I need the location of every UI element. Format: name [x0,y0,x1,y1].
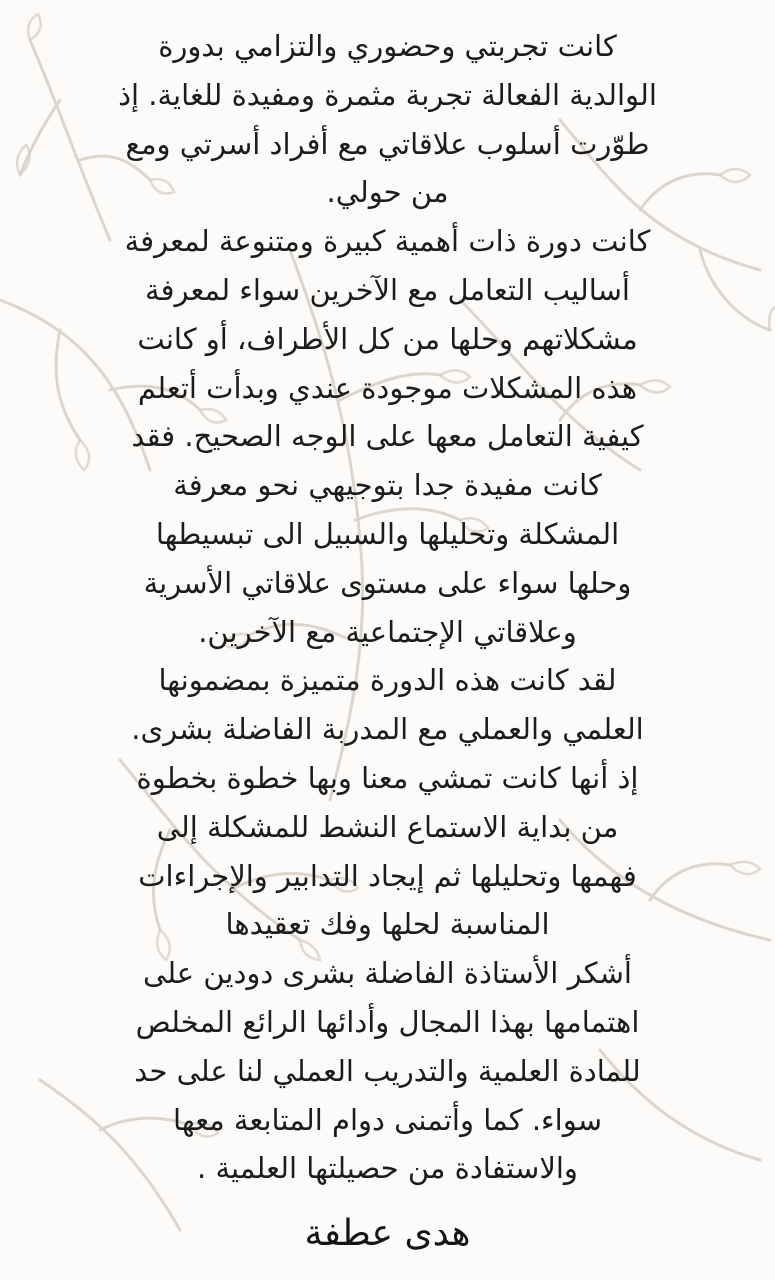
text-line: هذه المشكلات موجودة عندي وبدأت أتعلم [137,370,638,405]
text-line: كيفية التعامل معها على الوجه الصحيح. فقد [131,419,644,454]
text-line: طوّرت أسلوب علاقاتي مع أفراد أسرتي ومع [125,126,650,161]
text-line: فهمها وتحليلها ثم إيجاد التدابير والإجراءات [138,858,637,893]
testimonial-text [40,22,735,1193]
text-line: كانت دورة ذات أهمية كبيرة ومتنوعة لمعرفة [124,224,651,259]
text-line: سواء. كما وأتمنى دوام المتابعة معها [172,1102,603,1137]
text-line: العلمي والعملي مع المدربة الفاضلة بشرى. [131,712,644,747]
text-line: لقد كانت هذه الدورة متميزة بمضمونها [158,663,617,698]
author-signature: هدى عطفة [304,1213,471,1254]
text-line: المناسبة لحلها وفك تعقيدها [225,907,550,942]
text-line: وعلاقاتي الإجتماعية مع الآخرين. [198,614,577,649]
text-line: والاستفادة من حصيلتها العلمية . [197,1151,578,1186]
text-line: أشكر الأستاذة الفاضلة بشرى دودين على [143,956,632,991]
text-line: الوالدية الفعالة تجربة مثمرة ومفيدة للغاية. إذ [118,77,657,112]
text-line: مشكلاتهم وحلها من كل الأطراف، أو كانت [137,321,638,356]
text-line: إذ أنها كانت تمشي معنا وبها خطوة بخطوة [136,760,639,795]
text-line: من بداية الاستماع النشط للمشكلة إلى [156,809,619,844]
text-line: للمادة العلمية والتدريب العملي لنا على حد [134,1053,641,1088]
text-line: وحلها سواء على مستوى علاقاتي الأسرية [143,565,632,600]
text-line: أساليب التعامل مع الآخرين سواء لمعرفة [145,272,630,307]
text-line: كانت تجربتي وحضوري والتزامي بدورة [158,29,617,63]
text-line: كانت مفيدة جدا بتوجيهي نحو معرفة [173,468,602,503]
text-line: المشكلة وتحليلها والسبيل الى تبسيطها [155,516,620,551]
text-line: اهتمامها بهذا المجال وأدائها الرائع المخلص [135,1004,640,1039]
text-line: من حولي. [326,175,449,210]
